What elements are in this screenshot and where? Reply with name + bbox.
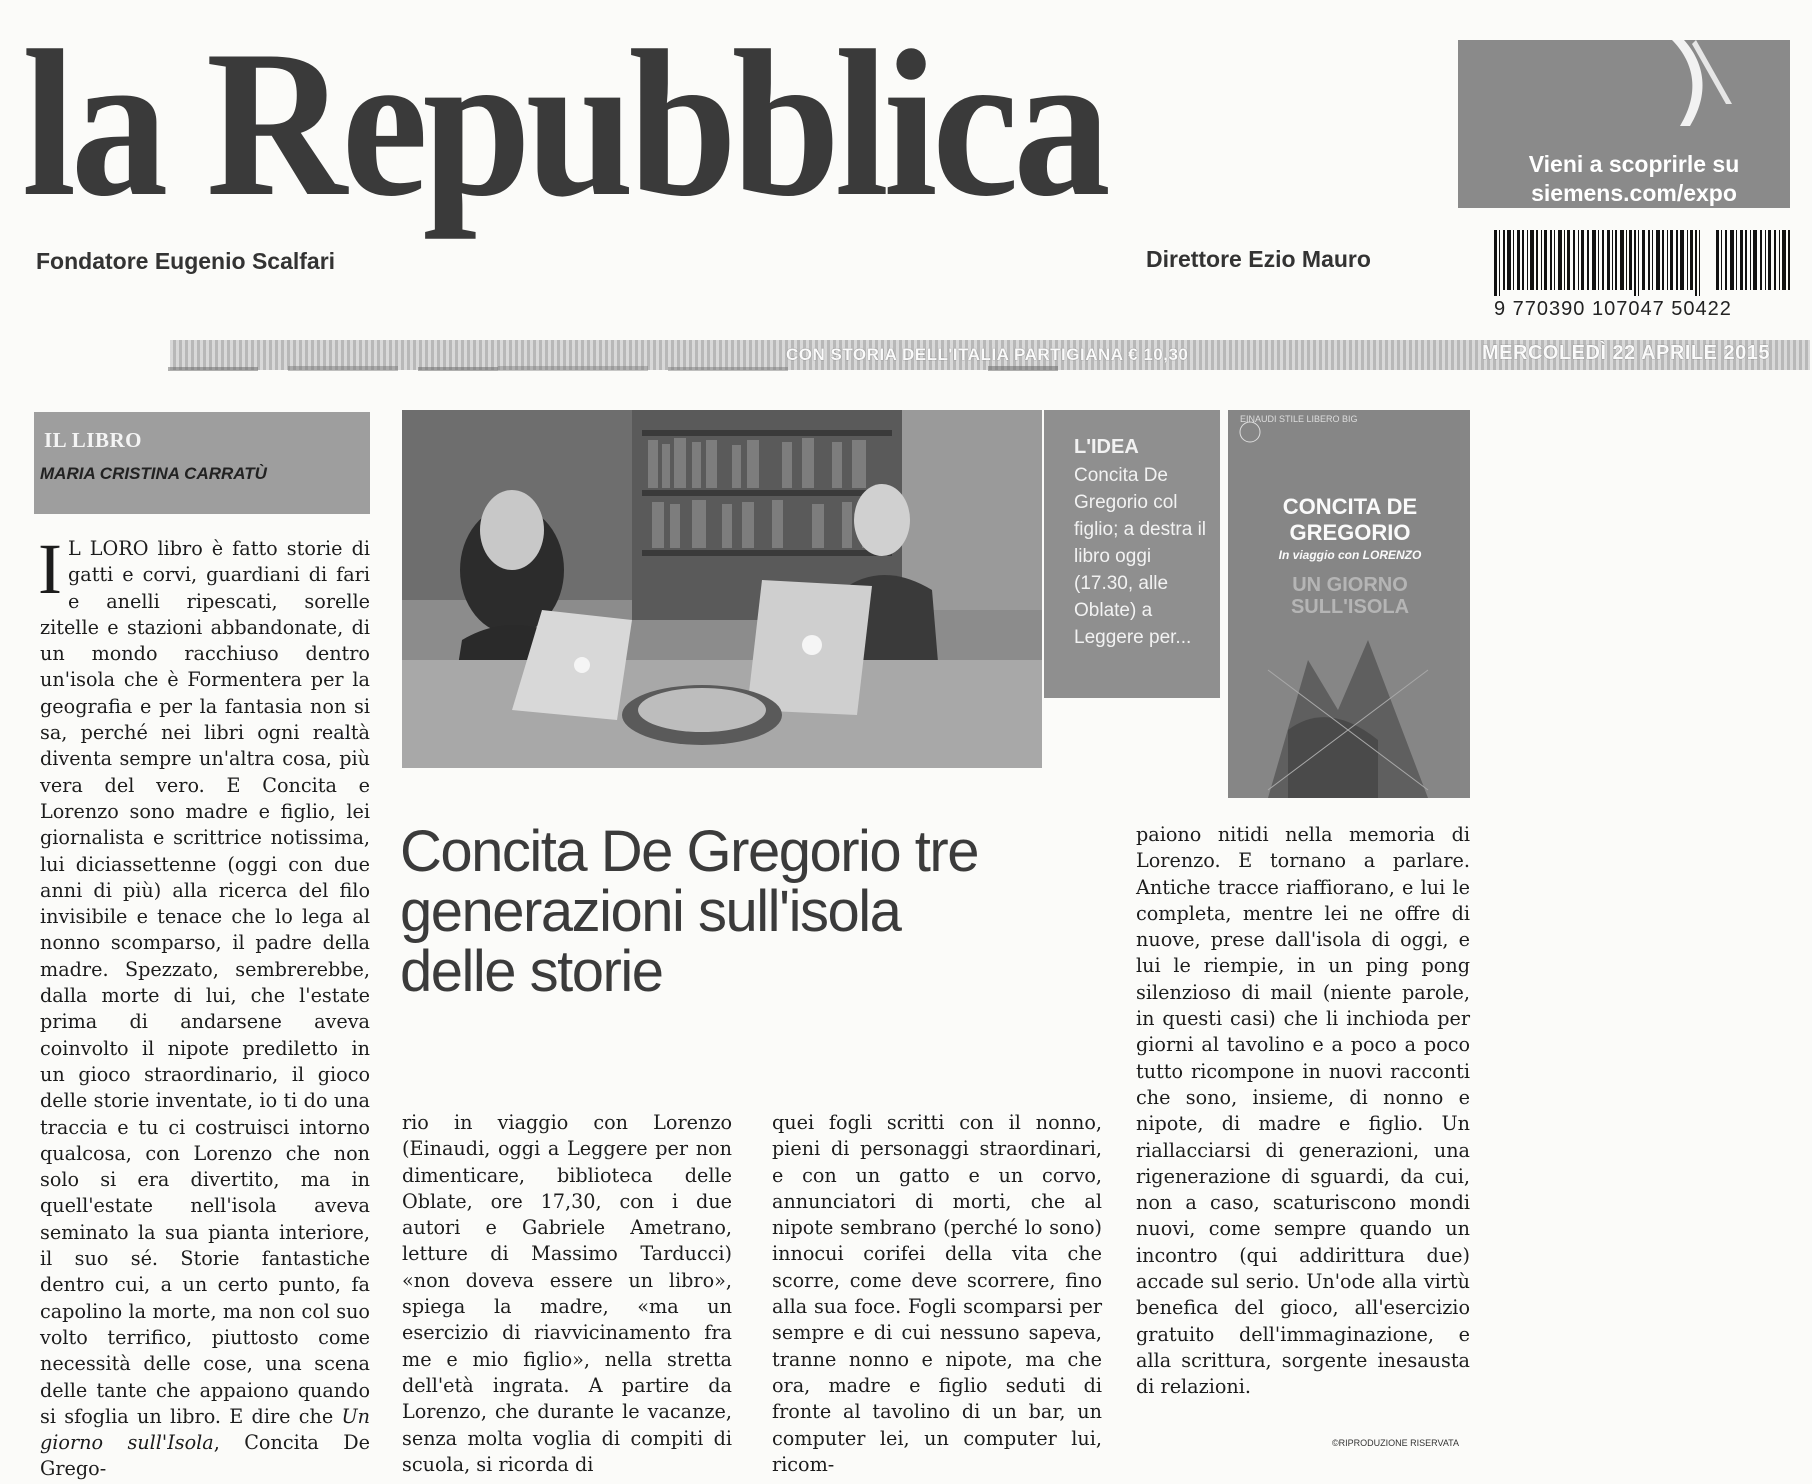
idea-title: L'IDEA — [1074, 436, 1139, 458]
ad-text: Vieni a scoprirle su siemens.com/expo — [1528, 151, 1740, 206]
ad-leaf-icon — [1662, 40, 1734, 126]
photo-illustration — [402, 410, 1042, 768]
section-label: IL LIBRO — [44, 428, 142, 452]
cover-author: CONCITA DE GREGORIO — [1282, 494, 1418, 545]
idea-caption: Concita De Gregorio col figlio; a destra il libro oggi (17.30, alle Oblate) a Leggere per... — [1074, 465, 1207, 648]
copyright-note: ©RIPRODUZIONE RISERVATA — [1332, 1438, 1459, 1448]
strip-promo: CON STORIA DELL'ITALIA PARTIGIANA € 10,30 — [786, 345, 1189, 364]
article-author: MARIA CRISTINA CARRATÙ — [40, 464, 267, 483]
cover-publisher: EINAUDI STILE LIBERO BIG — [1240, 414, 1358, 424]
director-line: Direttore Ezio Mauro — [1146, 246, 1371, 272]
founder-line: Fondatore Eugenio Scalfari — [36, 248, 336, 274]
barcode-number: 9 770390 107047 50422 — [1494, 298, 1732, 320]
cover-title: UN GIORNO SULL'ISOLA — [1290, 574, 1410, 618]
drop-cap: I — [38, 529, 62, 609]
article-column-4: paiono nitidi nella memoria di Lorenzo. E tornano a parlare. Antiche tracce riaffiorano, e lui le completa, mentre lei ne offre di nuove, prese dall'isola di oggi, e lui le riempie, in un ping pong silenzioso di mail (niente parole, in questi casi) che li inchioda per giorni al tavolino e a poco a poco tutto ricompone in nuovi racconti che sono, insieme, di nonno e nipote, di madre e figlio. Un riallacciarsi di generazioni, una rigenerazione di sguardi, da cui, non a caso, scaturiscono mondi nuovi, come sempre quando un incontro (qui addirittura due) accade sul serio. Un'ode alla virtù benefica del gioco, all'esercizio gratuito dell'immaginazione, e alla scrittura, sorgente inesausta di relazioni. — [1136, 823, 1470, 1399]
article-column-1 — [38, 529, 370, 1481]
article-column-3: quei fogli scritti con il nonno, pieni di personaggi straordinari, e con un gatto e un corvo, annunciatori di morti, che al nipote sembrano (perché lo sono) innocui corifei della vita che scorre, come deve scorrere, fino alla sua foce. Fogli scomparsi per sempre e di cui nessuno sapeva, tranne nonno e nipote, ma che ora, madre e figlio seduti di fronte al tavolino di un bar, un computer lei, un computer lui, ricom- — [772, 1111, 1102, 1476]
strip-noise — [168, 363, 1068, 377]
book-title-italic: Un giorno sull'Isola — [40, 1404, 370, 1455]
issue-date: MERCOLEDÌ 22 APRILE 2015 — [1482, 342, 1771, 364]
cover-subtitle: In viaggio con LORENZO — [1278, 548, 1422, 562]
article-headline: Concita De Gregorio tre generazioni sull'isola delle storie — [400, 819, 978, 1004]
masthead-logo: la Repubblica — [22, 8, 1106, 240]
column-1-text: L LORO libro è fatto storie di gatti e corvi, guardiani di fari e anelli ripescati, sorelle zitelle e stazioni abbandonate, di un mondo racchiuso dentro un'isola che è Formentera per la geografia e per la fantasia non si sa, perché nei libri ogni realtà diventa sempre un'altra cosa, più vera del vero. E Concita e Lorenzo sono madre e figlio, lei giornalista e scrittrice notissima, lui diciassettenne (oggi con due anni di più) alla ricerca del filo invisibile e tenace che lo lega al nonno scomparso, il padre della madre. Spezzato, sembrerebbe, dalla morte di lui, che l'estate prima di andarsene aveva coinvolto il nipote prediletto in un gioco straordinario, il gioco delle storie inventate, io ti do una traccia e tu ci costruisci intorno qualcosa, con Lorenzo che non solo si era divertito, ma in quell'estate nell'isola aveva seminato la sua pianta interiore, il suo sé. Storie fantastiche dentro cui, a un certo punto, fa capolino la morte, ma non col suo volto terrifico, piuttosto come necessità delle cose, una scena delle tante che appaiono quando si sfoglia un libro. E dire che — [40, 537, 370, 1428]
article-column-2: rio in viaggio con Lorenzo (Einaudi, oggi a Leggere per non dimenticare, biblioteca delle Oblate, ore 17,30, con i due autori e Gabriele Ametrano, letture di Massimo Tarducci) «non doveva essere un libro», spiega la madre, «ma un esercizio di riavvicinamento fra me e mio figlio», nella stretta dell'età ingrata. A partire da Lorenzo, che durante le vacanze, senza molta voglia di compiti di scuola, si ricorda di — [402, 1111, 732, 1476]
article-photo — [402, 410, 1042, 768]
column-1-end: , Concita De Grego- — [40, 1431, 370, 1481]
barcode — [1494, 230, 1790, 296]
